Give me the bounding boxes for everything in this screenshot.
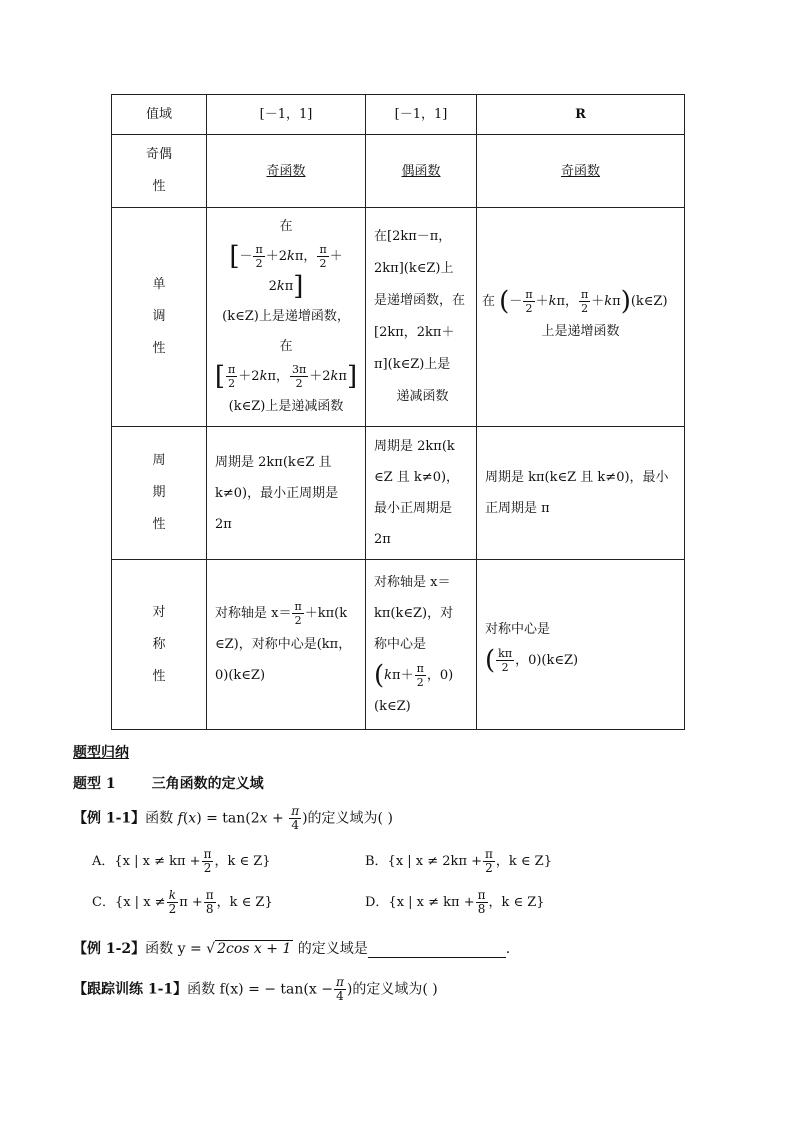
- table-row: [112, 95, 685, 135]
- section-title: 题型归纳: [73, 745, 129, 761]
- sin-parity: 奇函数: [207, 135, 366, 208]
- increasing-interval-formula: [－ $\frac{\pi}{2}$ ＋2kπ， $\frac{\pi}{2}$ ＋2kπ]: [229, 241, 343, 302]
- cos-monotonicity: 在[2kπ－π， 2kπ](k∈Z)上 是递增函数，在 [2kπ，2kπ＋ π](k∈Z)上是 递减函数: [366, 208, 477, 427]
- sin-period: 周期是 2kπ(k∈Z 且 k≠0)，最小正周期是 2π: [207, 427, 366, 560]
- option-a[interactable]: A．{x | x ≠ kπ + $\frac{\pi}{2}$ ，k ∈ Z}: [92, 847, 271, 875]
- answer-blank[interactable]: [368, 943, 506, 958]
- type-heading: 题型 1 三角函数的定义域: [73, 776, 264, 792]
- row-label-range: 值域: [112, 95, 207, 135]
- cos-period: 周期是 2kπ(k ∈Z 且 k≠0)， 最小正周期是 2π: [366, 427, 477, 560]
- example-1-1: 【例 1-1】函数 f(x) = tan(2x + $\frac{\pi}{4}$ )的定义域为( ): [73, 804, 393, 832]
- table-row: [112, 208, 685, 427]
- tan-symmetry: 对称中心是 ( $\frac{k\pi}{2}$ ，0)(k∈Z): [477, 560, 685, 730]
- practice-1-1: 【跟踪训练 1-1】函数 f(x) = − tan(x − $\frac{\pi}{4}$ )的定义域为( ): [73, 975, 438, 1003]
- table-row: [112, 135, 685, 208]
- cos-parity: 偶函数: [366, 135, 477, 208]
- sin-range: [－1，1]: [207, 95, 366, 135]
- cos-symmetry: 对称轴是 x＝ kπ(k∈Z)，对 称中心是 (kπ＋ $\frac{\pi}{2}$ ，0) (k∈Z): [366, 560, 477, 730]
- table-row: [112, 427, 685, 560]
- trig-properties-table: [111, 94, 685, 730]
- tan-monotonicity: 在 (－ $\frac{\pi}{2}$ ＋kπ， $\frac{\pi}{2}$ ＋kπ)(k∈Z) 上是递增函数: [477, 208, 685, 427]
- table-row: [112, 560, 685, 730]
- sin-symmetry: 对称轴是 x＝ $\frac{\pi}{2}$ ＋kπ(k ∈Z)，对称中心是(kπ， 0)(k∈Z): [207, 560, 366, 730]
- option-b[interactable]: B．{x | x ≠ 2kπ + $\frac{\pi}{2}$ ，k ∈ Z}: [365, 847, 552, 875]
- tan-period: 周期是 kπ(k∈Z 且 k≠0)，最小 正周期是 π: [477, 427, 685, 560]
- tan-range: R: [477, 95, 685, 135]
- sin-monotonicity: 在 [－ $\frac{\pi}{2}$ ＋2kπ， $\frac{\pi}{2}$ ＋2kπ] (k∈Z)上是递增函数， 在 [ $\frac{\pi}{2}$ ＋2kπ， $\frac{3\pi}{2}$ ＋2kπ] (k∈Z)上是递减函数: [207, 208, 366, 427]
- row-label-parity: 奇偶 性: [112, 135, 207, 208]
- cos-range: [－1，1]: [366, 95, 477, 135]
- tan-parity: 奇函数: [477, 135, 685, 208]
- row-label-monotonicity: 单 调 性: [112, 208, 207, 427]
- row-label-periodicity: 周 期 性: [112, 427, 207, 560]
- row-label-symmetry: 对 称 性: [112, 560, 207, 730]
- option-d[interactable]: D．{x | x ≠ kπ + $\frac{\pi}{8}$ ，k ∈ Z}: [365, 888, 545, 916]
- decreasing-interval-formula: [ $\frac{\pi}{2}$ ＋2kπ， $\frac{3\pi}{2}$ ＋2kπ]: [214, 361, 358, 392]
- example-1-2: 【例 1-2】函数 y = √ 2cos x + 1 的定义域是 .: [73, 941, 511, 957]
- option-c[interactable]: C．{x | x ≠ $\frac{k}{2}$ π + $\frac{\pi}{8}$ ，k ∈ Z}: [92, 888, 273, 916]
